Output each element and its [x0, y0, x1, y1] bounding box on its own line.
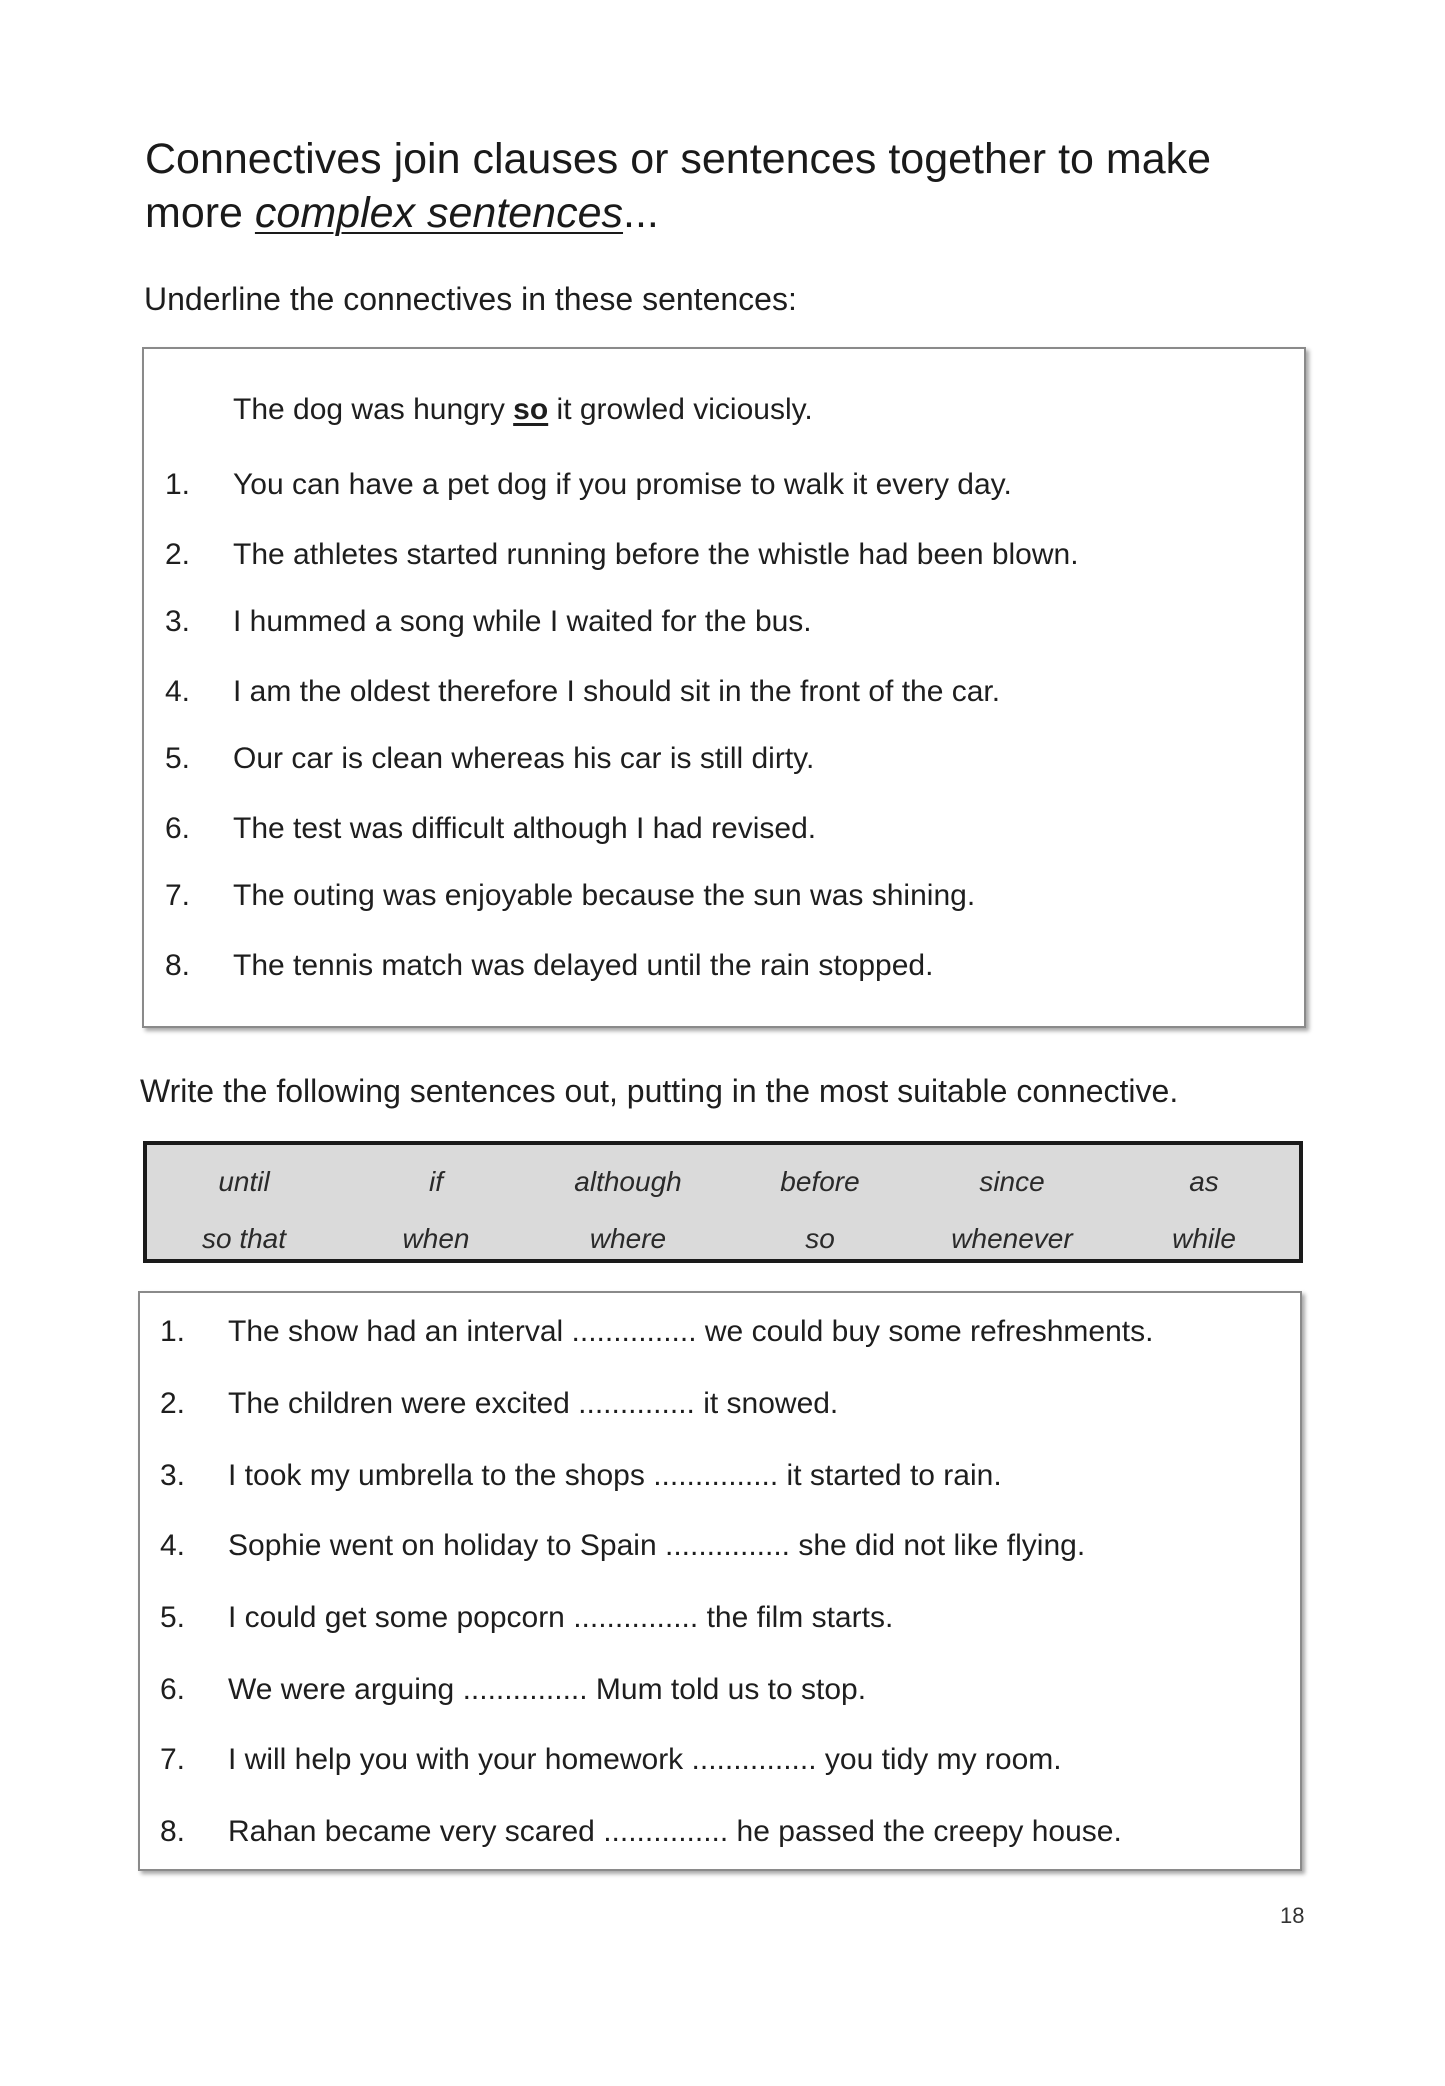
word-bank-word: until — [218, 1166, 270, 1197]
word-bank-word: so that — [201, 1223, 287, 1254]
item-number: 7. — [165, 879, 191, 912]
example-after: it growled viciously. — [548, 393, 813, 426]
item-number: 4. — [165, 675, 191, 708]
word-bank-word: where — [589, 1223, 667, 1254]
title-line-2-prefix: more — [145, 189, 255, 237]
fill-in-exercise-box — [138, 1291, 1302, 1871]
item-number: 1. — [160, 1315, 186, 1348]
item-number: 5. — [160, 1601, 186, 1634]
item-number: 5. — [165, 742, 191, 775]
item-number: 3. — [160, 1459, 186, 1492]
item-text: I could get some popcorn ............... the film starts. — [228, 1601, 894, 1634]
item-number: 1. — [165, 468, 191, 501]
item-number: 6. — [165, 812, 191, 845]
item-text: We were arguing ............... Mum told us to stop. — [228, 1673, 867, 1706]
item-number: 2. — [160, 1387, 186, 1420]
word-bank-word: since — [979, 1166, 1045, 1197]
section1-instruction: Underline the connectives in these sentences: — [144, 281, 797, 317]
item-number: 7. — [160, 1743, 186, 1776]
item-number: 4. — [160, 1529, 186, 1562]
item-text: You can have a pet dog if you promise to walk it every day. — [233, 468, 1012, 501]
item-text: I took my umbrella to the shops ............... it started to rain. — [228, 1459, 1002, 1492]
word-bank-word: if — [429, 1166, 443, 1197]
underline-exercise-box — [142, 347, 1306, 1028]
item-text: Rahan became very scared ............... he passed the creepy house. — [228, 1815, 1122, 1848]
example-connective: so — [513, 393, 549, 426]
item-text: The outing was enjoyable because the sun was shining. — [233, 879, 976, 912]
item-text: The children were excited .............. it snowed. — [228, 1387, 839, 1420]
word-bank — [143, 1141, 1303, 1263]
item-text: Our car is clean whereas his car is still dirty. — [233, 742, 815, 775]
word-bank-word: whenever — [951, 1223, 1073, 1254]
word-bank-word: as — [1189, 1166, 1219, 1197]
word-bank-word: before — [780, 1166, 860, 1197]
example-before: The dog was hungry — [233, 393, 514, 426]
page-number: 18 — [1280, 1903, 1305, 1928]
item-text: The athletes started running before the whistle had been blown. — [233, 538, 1079, 571]
item-number: 8. — [160, 1815, 186, 1848]
item-number: 3. — [165, 605, 191, 638]
item-number: 8. — [165, 949, 191, 982]
word-bank-word: so — [805, 1223, 835, 1254]
item-text: The test was difficult although I had revised. — [233, 812, 817, 845]
item-text: Sophie went on holiday to Spain ............... she did not like flying. — [228, 1529, 1086, 1562]
word-bank-word: while — [1172, 1223, 1236, 1254]
item-text: I hummed a song while I waited for the bus. — [233, 605, 812, 638]
example-sentence — [233, 393, 813, 427]
item-text: I am the oldest therefore I should sit in the front of the car. — [233, 675, 1001, 708]
item-text: The tennis match was delayed until the rain stopped. — [233, 949, 934, 982]
item-text: I will help you with your homework ............... you tidy my room. — [228, 1743, 1062, 1776]
item-text: The show had an interval ............... we could buy some refreshments. — [228, 1315, 1154, 1348]
word-bank-word: although — [574, 1166, 682, 1197]
item-number: 6. — [160, 1673, 186, 1706]
item-number: 2. — [165, 538, 191, 571]
word-bank-word: when — [402, 1223, 470, 1254]
title-ellipsis: ... — [623, 189, 659, 237]
page-title — [145, 132, 1345, 240]
title-line-1: Connectives join clauses or sentences together to make — [145, 135, 1212, 183]
section2-instruction: Write the following sentences out, putting in the most suitable connective. — [140, 1073, 1179, 1109]
title-complex-sentences: complex sentences — [254, 189, 624, 237]
